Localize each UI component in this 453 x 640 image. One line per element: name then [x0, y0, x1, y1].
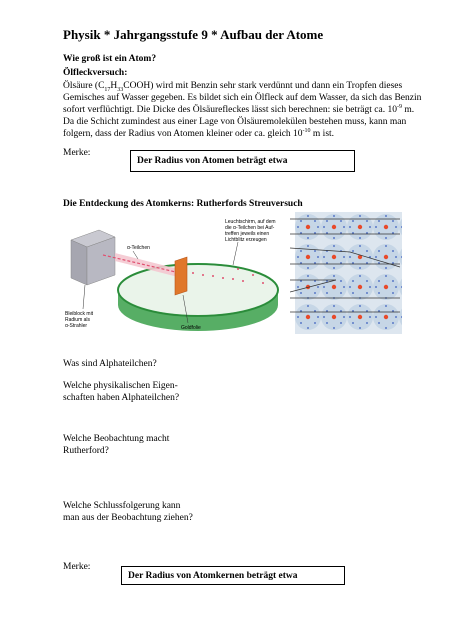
subscript: 33 — [117, 86, 124, 93]
block-label: Bleiblock mit Radium als α-Strahler — [65, 311, 94, 329]
merke-box-text: Der Radius von Atomen beträgt etwa — [137, 156, 288, 166]
superscript: -10 — [302, 127, 311, 134]
atom-lattice — [295, 212, 402, 334]
question-1: Was sind Alphateilchen? — [63, 359, 157, 369]
question-4-line-2: man aus der Beobachtung ziehen? — [63, 513, 193, 524]
question-2-line-2: schaften haben Alphateilchen? — [63, 393, 180, 404]
section-heading: Die Entdeckung des Atomkerns: Rutherfords Streuversuch — [63, 199, 303, 209]
text-run: COOH) wird mit Benzin sehr stark verdünnt und dann ein Tropfen dieses — [123, 81, 403, 91]
text-run: sofort verflüchtigt. Die Dicke des Ölsäurefleckes lässt sich berechnen: sie beträgt ca. 10 — [63, 105, 397, 115]
screen-label: Leuchtschirm, auf dem die α-Teilchen bei Auf-treffen jeweils einen Lichtblitz erzeugen — [225, 219, 276, 243]
question-4-line-1: Welche Schlussfolgerung kann — [63, 501, 181, 511]
question-4 — [63, 500, 193, 524]
text-run: m ist. — [310, 129, 335, 139]
question-2-line-1: Welche physikalischen Eigen- — [63, 381, 178, 391]
superscript: -9 — [396, 103, 402, 110]
merke-label-1: Merke: — [63, 148, 91, 158]
question-3-line-2: Rutherford? — [63, 446, 109, 457]
text-run: Ölsäure (C — [63, 81, 105, 91]
merke-box-2 — [121, 566, 345, 585]
gold-foil — [175, 257, 187, 295]
text-run: m. — [401, 105, 415, 115]
text-run: H — [110, 81, 118, 91]
paragraph-line-1 — [63, 80, 402, 92]
merke-label-2: Merke: — [63, 562, 91, 572]
paragraph-line-5 — [63, 128, 334, 140]
foil-label: Goldfolie — [181, 325, 201, 331]
alpha-label: α-Teilchen — [127, 245, 150, 251]
page-title: Physik * Jahrgangsstufe 9 * Aufbau der Atome — [63, 27, 324, 42]
rutherford-apparatus-figure — [63, 215, 286, 335]
merke-box-1 — [130, 150, 355, 172]
paragraph-line-4: Da die Schicht zumindest aus einer Lage von Ölsäuremolekülen bestehen muss, kann man — [63, 117, 407, 127]
text-run: folgern, dass der Radius von Atomen kleiner oder ca. gleich 10 — [63, 129, 303, 139]
paragraph-line-3 — [63, 104, 414, 116]
merke-box-text: Der Radius von Atomkernen beträgt etwa — [128, 570, 298, 581]
subscript: 17 — [104, 86, 111, 93]
question-3 — [63, 433, 169, 457]
lead-block-side — [71, 240, 87, 285]
atom-lattice-figure — [290, 212, 402, 334]
experiment-heading: Ölfleckversuch: — [63, 68, 128, 78]
question-2 — [63, 380, 179, 404]
paragraph-line-2: Gemisches auf Wasser gegeben. Es bildet sich ein Ölfleck auf dem Wasser, da sich das Benzin — [63, 93, 422, 103]
section-question: Wie groß ist ein Atom? — [63, 54, 157, 64]
question-3-line-1: Welche Beobachtung macht — [63, 434, 170, 444]
